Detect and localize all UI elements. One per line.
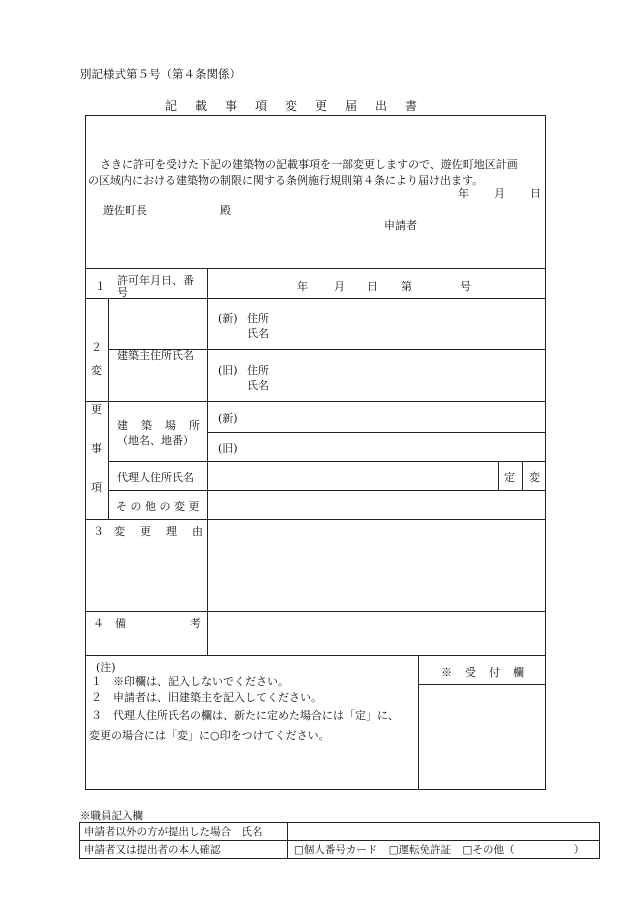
table-row bbox=[80, 841, 600, 859]
row2-vertical-label bbox=[91, 362, 102, 518]
date-year: 年 bbox=[458, 187, 469, 200]
staff-row1-value[interactable] bbox=[288, 823, 600, 841]
owner-old-tag: (旧) bbox=[218, 364, 238, 377]
row2-number: ２ bbox=[91, 341, 102, 354]
rule bbox=[207, 432, 546, 433]
rule bbox=[418, 655, 419, 790]
rule bbox=[85, 298, 546, 299]
staff-heading: ※職員記入欄 bbox=[80, 810, 143, 822]
title-char: 載 bbox=[194, 99, 207, 113]
site-label-line2: （地名、地番） bbox=[117, 434, 194, 447]
owner-old-name: 氏名 bbox=[247, 379, 269, 392]
note-3b: 変更の場合には「変」に○印をつけてください。 bbox=[89, 729, 330, 742]
applicant-label: 申請者 bbox=[384, 219, 417, 232]
rule bbox=[207, 268, 208, 655]
note-1: １ ※印欄は、記入しないでください。 bbox=[91, 675, 289, 688]
staff-table bbox=[79, 822, 600, 859]
note-2: ２ 申請者は、旧建築主を記入してください。 bbox=[91, 691, 322, 704]
row1-label-line1: 許可年月日、番 bbox=[117, 274, 194, 287]
staff-row2-label: 申請者又は提出者の本人確認 bbox=[80, 841, 288, 859]
form-title bbox=[156, 97, 426, 114]
row1-month: 月 bbox=[334, 280, 345, 293]
note-3a: ３ 代理人住所氏名の欄は、新たに定めた場合には「定」に、 bbox=[91, 709, 399, 722]
title-char: 書 bbox=[404, 99, 417, 113]
owner-old-address: 住所 bbox=[247, 364, 269, 377]
agent-changed-mark[interactable]: 変 bbox=[529, 471, 540, 484]
addressee: 遊佐町長 bbox=[103, 204, 147, 217]
table-row bbox=[80, 823, 600, 841]
rule bbox=[85, 268, 546, 269]
rule bbox=[498, 461, 499, 490]
title-char: 記 bbox=[164, 99, 177, 113]
row1-dai: 第 bbox=[401, 280, 412, 293]
other-change-label: そ の 他 の 変 更 bbox=[116, 500, 200, 513]
option-drivers-license[interactable]: □運転免許証 bbox=[388, 844, 452, 856]
owner-new-address: 住所 bbox=[247, 312, 269, 325]
row1-go: 号 bbox=[460, 280, 471, 293]
row3-number: ３ bbox=[93, 525, 104, 538]
rule bbox=[108, 298, 109, 519]
agent-fixed-mark[interactable]: 定 bbox=[504, 471, 515, 484]
title-char: 出 bbox=[374, 99, 387, 113]
owner-new-name: 氏名 bbox=[247, 327, 269, 340]
reason-label: 変 更 理 由 bbox=[114, 525, 205, 538]
rule bbox=[85, 611, 546, 612]
rule bbox=[522, 461, 523, 490]
reception-label: ※ 受 付 欄 bbox=[441, 666, 525, 679]
vertical-label-char: 更 bbox=[91, 403, 102, 416]
intro-line1: さきに許可を受けた下記の建築物の記載事項を一部変更しますので、遊佐町地区計画 bbox=[100, 158, 518, 171]
rule bbox=[85, 655, 546, 656]
row4-number: ４ bbox=[93, 617, 104, 630]
rule bbox=[85, 401, 546, 402]
form-number: 別記様式第５号（第４条関係） bbox=[80, 67, 241, 81]
site-old-tag: (旧) bbox=[218, 442, 238, 455]
vertical-label-char: 事 bbox=[91, 442, 102, 455]
row1-number: １ bbox=[95, 280, 106, 293]
agent-label: 代理人住所氏名 bbox=[117, 471, 194, 484]
option-other-close: ） bbox=[573, 844, 585, 856]
date-month: 月 bbox=[494, 187, 505, 200]
row1-day: 日 bbox=[367, 280, 378, 293]
title-char: 事 bbox=[224, 99, 237, 113]
remarks-label-a: 備 bbox=[115, 617, 126, 630]
rule bbox=[108, 490, 546, 491]
vertical-label-char: 項 bbox=[91, 481, 102, 494]
date-day: 日 bbox=[530, 187, 541, 200]
notes-heading: (注) bbox=[96, 661, 116, 674]
site-new-tag: (新) bbox=[218, 412, 238, 425]
vertical-label-char: 変 bbox=[91, 364, 102, 377]
site-label-line1: 建 築 場 所 bbox=[117, 419, 201, 432]
option-mynumber-card[interactable]: □個人番号カード bbox=[294, 844, 378, 856]
rule bbox=[85, 519, 546, 520]
title-char: 項 bbox=[254, 99, 267, 113]
option-other[interactable]: □その他（ bbox=[462, 844, 515, 856]
owner-new-tag: (新) bbox=[218, 312, 238, 325]
rule bbox=[108, 461, 546, 462]
remarks-label-b: 考 bbox=[190, 617, 201, 630]
row1-year: 年 bbox=[297, 280, 308, 293]
staff-row1-label: 申請者以外の方が提出した場合 氏名 bbox=[80, 823, 288, 841]
title-char: 更 bbox=[314, 99, 327, 113]
staff-row2-options bbox=[288, 841, 600, 859]
title-char: 変 bbox=[284, 99, 297, 113]
rule bbox=[418, 684, 546, 685]
intro-line2: の区域内における建築物の制限に関する条例施行規則第４条により届け出ます。 bbox=[88, 174, 484, 187]
title-char: 届 bbox=[344, 99, 357, 113]
row1-label-line2: 号 bbox=[117, 286, 128, 299]
honorific: 殿 bbox=[220, 204, 231, 217]
owner-label: 建築主住所氏名 bbox=[117, 349, 194, 362]
